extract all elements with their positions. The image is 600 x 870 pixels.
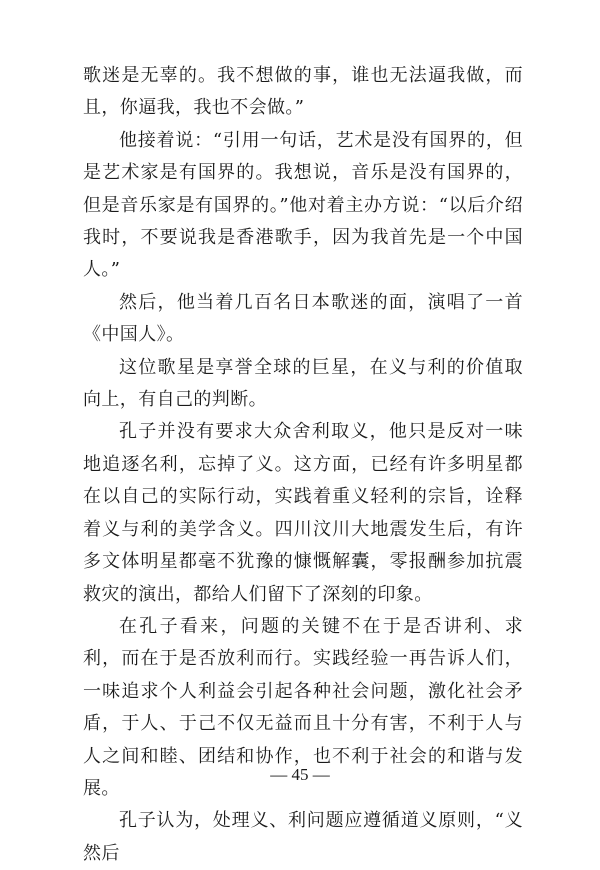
body-text bbox=[83, 60, 523, 870]
paragraph-7: 孔子认为，处理义、利问题应遵循道义原则，“义然后 bbox=[83, 810, 523, 864]
paragraph-1: 歌迷是无辜的。我不想做的事，谁也无法逼我做，而且，你逼我，我也不会做。” bbox=[83, 65, 523, 119]
paragraph-4: 这位歌星是享誉全球的巨星，在义与利的价值取向上，有自己的判断。 bbox=[83, 356, 523, 411]
page-number: — 45 — bbox=[270, 765, 330, 784]
paragraph-3: 然后，他当着几百名日本歌迷的面，演唱了一首《中国人》。 bbox=[83, 291, 523, 346]
paragraph-2: 他接着说：“引用一句话，艺术是没有国界的，但是艺术家是有国界的。我想说，音乐是没有国界的，但是音乐家是有国界的。”他对着主办方说：“以后介绍我时，不要说我是香港歌手，因为我首先是一个中国人。” bbox=[83, 129, 523, 281]
paragraph-6: 在孔子看来，问题的关键不在于是否讲利、求利，而在于是否放利而行。实践经验一再告诉人们，一味追求个人利益会引起各种社会问题，激化社会矛盾，于人、于己不仅无益而且十分有害，不利于人与人之间和睦、团结和协作，也不利于社会的和谐与发展。 bbox=[83, 615, 523, 799]
paragraph-5: 孔子并没有要求大众舍利取义，他只是反对一味地追逐名利，忘掉了义。这方面，已经有许多明星都在以自己的实际行动，实践着重义轻利的宗旨，诠释着义与利的美学含义。四川汶川大地震发生后，有许多文体明星都毫不犹豫的慷慨解囊，零报酬参加抗震救灾的演出，都给人们留下了深刻的印象。 bbox=[83, 421, 523, 605]
